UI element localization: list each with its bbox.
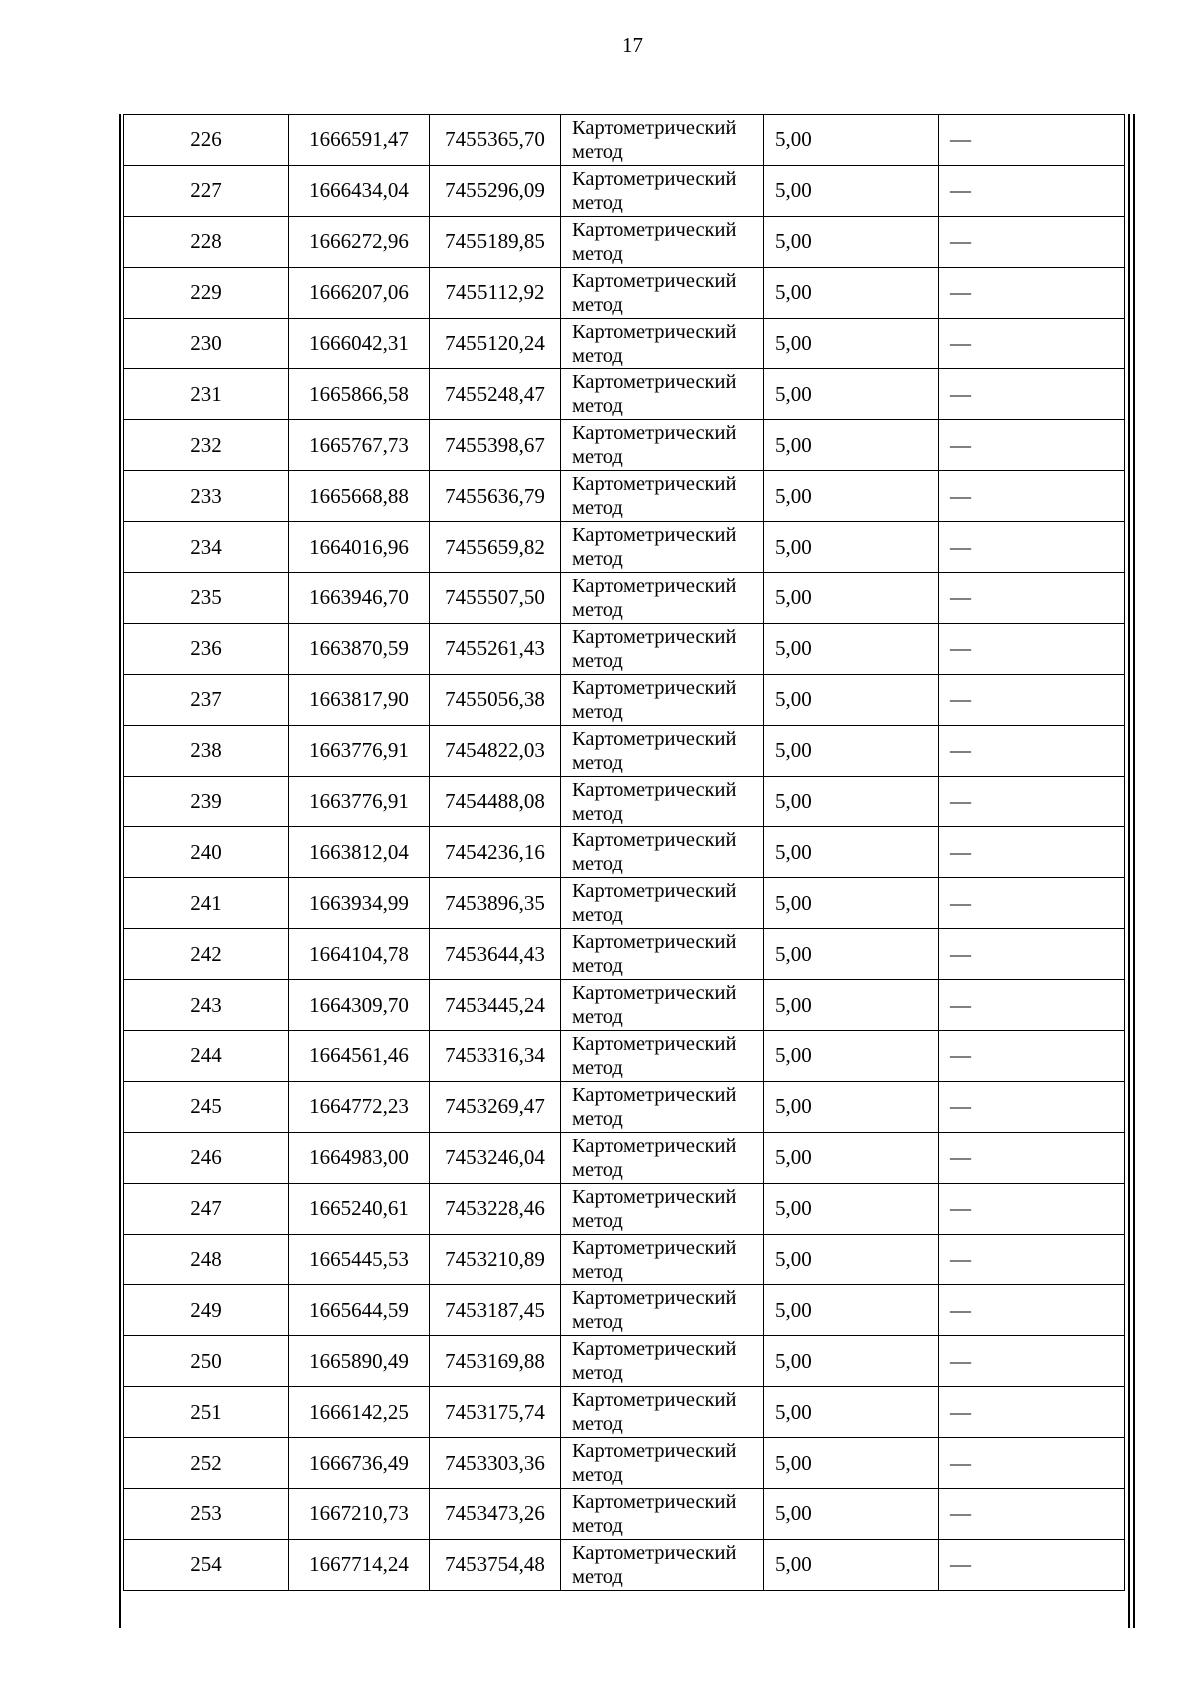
point-number-cell: 242: [124, 929, 289, 980]
x-coordinate-cell: 1665890,49: [289, 1336, 430, 1387]
x-coordinate-cell: 1664104,78: [289, 929, 430, 980]
method-line-1: Картометрический: [572, 1134, 737, 1157]
method-cell: [561, 1285, 764, 1336]
x-coordinate-cell: 1666591,47: [289, 115, 430, 166]
page-number: 17: [622, 33, 643, 57]
point-number-cell: 227: [124, 165, 289, 216]
table-row: [124, 929, 1125, 980]
table-frame-left-border: [119, 114, 121, 1628]
y-coordinate-cell: 7453303,36: [430, 1438, 561, 1489]
table-row: [124, 1489, 1125, 1540]
coordinates-table-body: [124, 115, 1125, 1591]
method-cell: [561, 1031, 764, 1082]
point-number-cell: 254: [124, 1539, 289, 1590]
point-number-cell: 250: [124, 1336, 289, 1387]
accuracy-cell: 5,00: [764, 1438, 939, 1489]
table-row: [124, 1081, 1125, 1132]
method-line-2: метод: [572, 1158, 623, 1181]
extra-cell: —: [939, 216, 1125, 267]
point-number-cell: 228: [124, 216, 289, 267]
method-line-1: Картометрический: [572, 422, 737, 445]
method-line-1: Картометрический: [572, 778, 737, 801]
method-line-2: метод: [572, 1464, 623, 1487]
accuracy-cell: 5,00: [764, 878, 939, 929]
y-coordinate-cell: 7455659,82: [430, 522, 561, 573]
point-number-cell: 240: [124, 827, 289, 878]
y-coordinate-cell: 7454822,03: [430, 725, 561, 776]
extra-cell: —: [939, 115, 1125, 166]
method-line-1: Картометрический: [572, 1490, 737, 1513]
point-number-cell: 244: [124, 1031, 289, 1082]
y-coordinate-cell: 7455636,79: [430, 471, 561, 522]
method-line-1: Картометрический: [572, 1389, 737, 1412]
method-cell: [561, 420, 764, 471]
method-line-2: метод: [572, 497, 623, 520]
accuracy-cell: 5,00: [764, 725, 939, 776]
extra-cell: —: [939, 929, 1125, 980]
extra-cell: —: [939, 1285, 1125, 1336]
table-row: [124, 878, 1125, 929]
accuracy-cell: 5,00: [764, 318, 939, 369]
method-cell: [561, 318, 764, 369]
table-row: [124, 1336, 1125, 1387]
method-line-1: Картометрический: [572, 1032, 737, 1055]
x-coordinate-cell: 1664561,46: [289, 1031, 430, 1082]
method-cell: [561, 1387, 764, 1438]
y-coordinate-cell: 7454488,08: [430, 776, 561, 827]
point-number-cell: 241: [124, 878, 289, 929]
y-coordinate-cell: 7455398,67: [430, 420, 561, 471]
accuracy-cell: 5,00: [764, 267, 939, 318]
table-row: [124, 980, 1125, 1031]
y-coordinate-cell: 7453896,35: [430, 878, 561, 929]
accuracy-cell: 5,00: [764, 1336, 939, 1387]
extra-cell: —: [939, 1438, 1125, 1489]
method-line-1: Картометрический: [572, 574, 737, 597]
extra-cell: —: [939, 980, 1125, 1031]
accuracy-cell: 5,00: [764, 573, 939, 624]
point-number-cell: 230: [124, 318, 289, 369]
extra-cell: —: [939, 1489, 1125, 1540]
y-coordinate-cell: 7453316,34: [430, 1031, 561, 1082]
method-line-2: метод: [572, 853, 623, 876]
point-number-cell: 251: [124, 1387, 289, 1438]
method-cell: [561, 878, 764, 929]
table-row: [124, 318, 1125, 369]
table-row: [124, 216, 1125, 267]
extra-cell: —: [939, 1031, 1125, 1082]
method-line-1: Картометрический: [572, 676, 737, 699]
x-coordinate-cell: 1666272,96: [289, 216, 430, 267]
extra-cell: —: [939, 674, 1125, 725]
x-coordinate-cell: 1663817,90: [289, 674, 430, 725]
method-line-2: метод: [572, 191, 623, 214]
method-cell: [561, 1336, 764, 1387]
table-row: [124, 1285, 1125, 1336]
extra-cell: —: [939, 623, 1125, 674]
method-line-1: Картометрический: [572, 269, 737, 292]
x-coordinate-cell: 1664016,96: [289, 522, 430, 573]
method-line-2: метод: [572, 140, 623, 163]
x-coordinate-cell: 1665668,88: [289, 471, 430, 522]
method-line-2: метод: [572, 548, 623, 571]
table-row: [124, 522, 1125, 573]
table-row: [124, 267, 1125, 318]
point-number-cell: 235: [124, 573, 289, 624]
table-row: [124, 827, 1125, 878]
extra-cell: —: [939, 1336, 1125, 1387]
method-cell: [561, 725, 764, 776]
point-number-cell: 252: [124, 1438, 289, 1489]
extra-cell: —: [939, 1132, 1125, 1183]
x-coordinate-cell: 1666434,04: [289, 165, 430, 216]
method-line-2: метод: [572, 649, 623, 672]
x-coordinate-cell: 1666042,31: [289, 318, 430, 369]
method-line-2: метод: [572, 395, 623, 418]
accuracy-cell: 5,00: [764, 980, 939, 1031]
method-cell: [561, 674, 764, 725]
table-row: [124, 115, 1125, 166]
table-row: [124, 369, 1125, 420]
y-coordinate-cell: 7455507,50: [430, 573, 561, 624]
method-line-2: метод: [572, 1514, 623, 1537]
method-cell: [561, 980, 764, 1031]
x-coordinate-cell: 1665866,58: [289, 369, 430, 420]
method-cell: [561, 776, 764, 827]
table-row: [124, 1438, 1125, 1489]
method-cell: [561, 115, 764, 166]
table-row: [124, 623, 1125, 674]
table-row: [124, 1132, 1125, 1183]
y-coordinate-cell: 7455189,85: [430, 216, 561, 267]
method-line-1: Картометрический: [572, 880, 737, 903]
y-coordinate-cell: 7453473,26: [430, 1489, 561, 1540]
x-coordinate-cell: 1666736,49: [289, 1438, 430, 1489]
extra-cell: —: [939, 522, 1125, 573]
method-line-2: метод: [572, 802, 623, 825]
method-line-2: метод: [572, 1107, 623, 1130]
table-row: [124, 573, 1125, 624]
x-coordinate-cell: 1664309,70: [289, 980, 430, 1031]
method-line-1: Картометрический: [572, 1185, 737, 1208]
x-coordinate-cell: 1663870,59: [289, 623, 430, 674]
y-coordinate-cell: 7453269,47: [430, 1081, 561, 1132]
point-number-cell: 234: [124, 522, 289, 573]
point-number-cell: 249: [124, 1285, 289, 1336]
extra-cell: —: [939, 420, 1125, 471]
y-coordinate-cell: 7453187,45: [430, 1285, 561, 1336]
y-coordinate-cell: 7453754,48: [430, 1539, 561, 1590]
method-line-1: Картометрический: [572, 1083, 737, 1106]
y-coordinate-cell: 7454236,16: [430, 827, 561, 878]
method-line-1: Картометрический: [572, 473, 737, 496]
y-coordinate-cell: 7453445,24: [430, 980, 561, 1031]
accuracy-cell: 5,00: [764, 216, 939, 267]
method-line-1: Картометрический: [572, 727, 737, 750]
table-row: [124, 674, 1125, 725]
method-cell: [561, 522, 764, 573]
y-coordinate-cell: 7453210,89: [430, 1234, 561, 1285]
accuracy-cell: 5,00: [764, 1285, 939, 1336]
x-coordinate-cell: 1664983,00: [289, 1132, 430, 1183]
x-coordinate-cell: 1663934,99: [289, 878, 430, 929]
x-coordinate-cell: 1663776,91: [289, 725, 430, 776]
method-line-1: Картометрический: [572, 829, 737, 852]
method-cell: [561, 1234, 764, 1285]
y-coordinate-cell: 7455112,92: [430, 267, 561, 318]
y-coordinate-cell: 7453175,74: [430, 1387, 561, 1438]
point-number-cell: 231: [124, 369, 289, 420]
accuracy-cell: 5,00: [764, 929, 939, 980]
table-row: [124, 420, 1125, 471]
method-line-2: метод: [572, 242, 623, 265]
accuracy-cell: 5,00: [764, 827, 939, 878]
extra-cell: —: [939, 318, 1125, 369]
point-number-cell: 245: [124, 1081, 289, 1132]
point-number-cell: 243: [124, 980, 289, 1031]
point-number-cell: 246: [124, 1132, 289, 1183]
method-line-2: метод: [572, 700, 623, 723]
method-line-1: Картометрический: [572, 982, 737, 1005]
point-number-cell: 236: [124, 623, 289, 674]
accuracy-cell: 5,00: [764, 1539, 939, 1590]
method-cell: [561, 165, 764, 216]
x-coordinate-cell: 1665767,73: [289, 420, 430, 471]
accuracy-cell: 5,00: [764, 522, 939, 573]
x-coordinate-cell: 1665240,61: [289, 1183, 430, 1234]
extra-cell: —: [939, 1387, 1125, 1438]
y-coordinate-cell: 7455296,09: [430, 165, 561, 216]
method-cell: [561, 1081, 764, 1132]
method-line-1: Картометрический: [572, 931, 737, 954]
accuracy-cell: 5,00: [764, 369, 939, 420]
method-cell: [561, 1438, 764, 1489]
accuracy-cell: 5,00: [764, 1081, 939, 1132]
method-line-1: Картометрический: [572, 371, 737, 394]
accuracy-cell: 5,00: [764, 1132, 939, 1183]
extra-cell: —: [939, 725, 1125, 776]
method-cell: [561, 369, 764, 420]
method-line-2: метод: [572, 904, 623, 927]
point-number-cell: 232: [124, 420, 289, 471]
method-line-2: метод: [572, 1056, 623, 1079]
method-cell: [561, 1539, 764, 1590]
method-cell: [561, 623, 764, 674]
point-number-cell: 226: [124, 115, 289, 166]
x-coordinate-cell: 1667210,73: [289, 1489, 430, 1540]
method-line-2: метод: [572, 1006, 623, 1029]
x-coordinate-cell: 1667714,24: [289, 1539, 430, 1590]
accuracy-cell: 5,00: [764, 776, 939, 827]
table-frame-right-double-border: [1128, 114, 1135, 1628]
x-coordinate-cell: 1666207,06: [289, 267, 430, 318]
y-coordinate-cell: 7455261,43: [430, 623, 561, 674]
extra-cell: —: [939, 878, 1125, 929]
table-row: [124, 165, 1125, 216]
method-line-1: Картометрический: [572, 524, 737, 547]
method-line-2: метод: [572, 293, 623, 316]
table-row: [124, 725, 1125, 776]
point-number-cell: 247: [124, 1183, 289, 1234]
table-row: [124, 1539, 1125, 1590]
y-coordinate-cell: 7455365,70: [430, 115, 561, 166]
accuracy-cell: 5,00: [764, 1031, 939, 1082]
coordinates-table-wrapper: [119, 114, 1135, 1628]
x-coordinate-cell: 1666142,25: [289, 1387, 430, 1438]
point-number-cell: 233: [124, 471, 289, 522]
point-number-cell: 237: [124, 674, 289, 725]
method-line-2: метод: [572, 1362, 623, 1385]
method-cell: [561, 827, 764, 878]
point-number-cell: 229: [124, 267, 289, 318]
y-coordinate-cell: 7453246,04: [430, 1132, 561, 1183]
method-line-1: Картометрический: [572, 625, 737, 648]
accuracy-cell: 5,00: [764, 420, 939, 471]
method-line-2: метод: [572, 344, 623, 367]
table-row: [124, 471, 1125, 522]
extra-cell: —: [939, 1183, 1125, 1234]
method-line-2: метод: [572, 1565, 623, 1588]
extra-cell: —: [939, 776, 1125, 827]
table-row: [124, 1031, 1125, 1082]
method-line-1: Картометрический: [572, 320, 737, 343]
coordinates-table: [123, 114, 1125, 1591]
method-line-2: метод: [572, 598, 623, 621]
accuracy-cell: 5,00: [764, 471, 939, 522]
method-line-2: метод: [572, 751, 623, 774]
extra-cell: —: [939, 267, 1125, 318]
y-coordinate-cell: 7455056,38: [430, 674, 561, 725]
point-number-cell: 238: [124, 725, 289, 776]
method-line-1: Картометрический: [572, 1236, 737, 1259]
accuracy-cell: 5,00: [764, 674, 939, 725]
accuracy-cell: 5,00: [764, 1489, 939, 1540]
accuracy-cell: 5,00: [764, 1234, 939, 1285]
method-line-1: Картометрический: [572, 1541, 737, 1564]
method-line-2: метод: [572, 955, 623, 978]
method-cell: [561, 1183, 764, 1234]
extra-cell: —: [939, 369, 1125, 420]
method-line-1: Картометрический: [572, 218, 737, 241]
method-line-1: Картометрический: [572, 1287, 737, 1310]
table-row: [124, 1234, 1125, 1285]
y-coordinate-cell: 7453228,46: [430, 1183, 561, 1234]
y-coordinate-cell: 7455248,47: [430, 369, 561, 420]
method-line-2: метод: [572, 1209, 623, 1232]
method-line-1: Картометрический: [572, 1338, 737, 1361]
x-coordinate-cell: 1664772,23: [289, 1081, 430, 1132]
method-cell: [561, 471, 764, 522]
extra-cell: —: [939, 1234, 1125, 1285]
extra-cell: —: [939, 1081, 1125, 1132]
extra-cell: —: [939, 573, 1125, 624]
extra-cell: —: [939, 165, 1125, 216]
y-coordinate-cell: 7453644,43: [430, 929, 561, 980]
table-row: [124, 776, 1125, 827]
point-number-cell: 239: [124, 776, 289, 827]
y-coordinate-cell: 7455120,24: [430, 318, 561, 369]
extra-cell: —: [939, 827, 1125, 878]
extra-cell: —: [939, 471, 1125, 522]
extra-cell: —: [939, 1539, 1125, 1590]
x-coordinate-cell: 1665644,59: [289, 1285, 430, 1336]
y-coordinate-cell: 7453169,88: [430, 1336, 561, 1387]
method-line-1: Картометрический: [572, 1440, 737, 1463]
method-cell: [561, 929, 764, 980]
method-cell: [561, 573, 764, 624]
point-number-cell: 248: [124, 1234, 289, 1285]
point-number-cell: 253: [124, 1489, 289, 1540]
x-coordinate-cell: 1663946,70: [289, 573, 430, 624]
method-cell: [561, 216, 764, 267]
method-cell: [561, 1489, 764, 1540]
method-line-2: метод: [572, 1413, 623, 1436]
method-line-2: метод: [572, 446, 623, 469]
method-cell: [561, 267, 764, 318]
x-coordinate-cell: 1663776,91: [289, 776, 430, 827]
accuracy-cell: 5,00: [764, 165, 939, 216]
x-coordinate-cell: 1665445,53: [289, 1234, 430, 1285]
table-row: [124, 1183, 1125, 1234]
method-line-2: метод: [572, 1311, 623, 1334]
method-cell: [561, 1132, 764, 1183]
table-row: [124, 1387, 1125, 1438]
accuracy-cell: 5,00: [764, 623, 939, 674]
method-line-2: метод: [572, 1260, 623, 1283]
accuracy-cell: 5,00: [764, 1387, 939, 1438]
accuracy-cell: 5,00: [764, 1183, 939, 1234]
x-coordinate-cell: 1663812,04: [289, 827, 430, 878]
method-line-1: Картометрический: [572, 116, 737, 139]
accuracy-cell: 5,00: [764, 115, 939, 166]
method-line-1: Картометрический: [572, 167, 737, 190]
